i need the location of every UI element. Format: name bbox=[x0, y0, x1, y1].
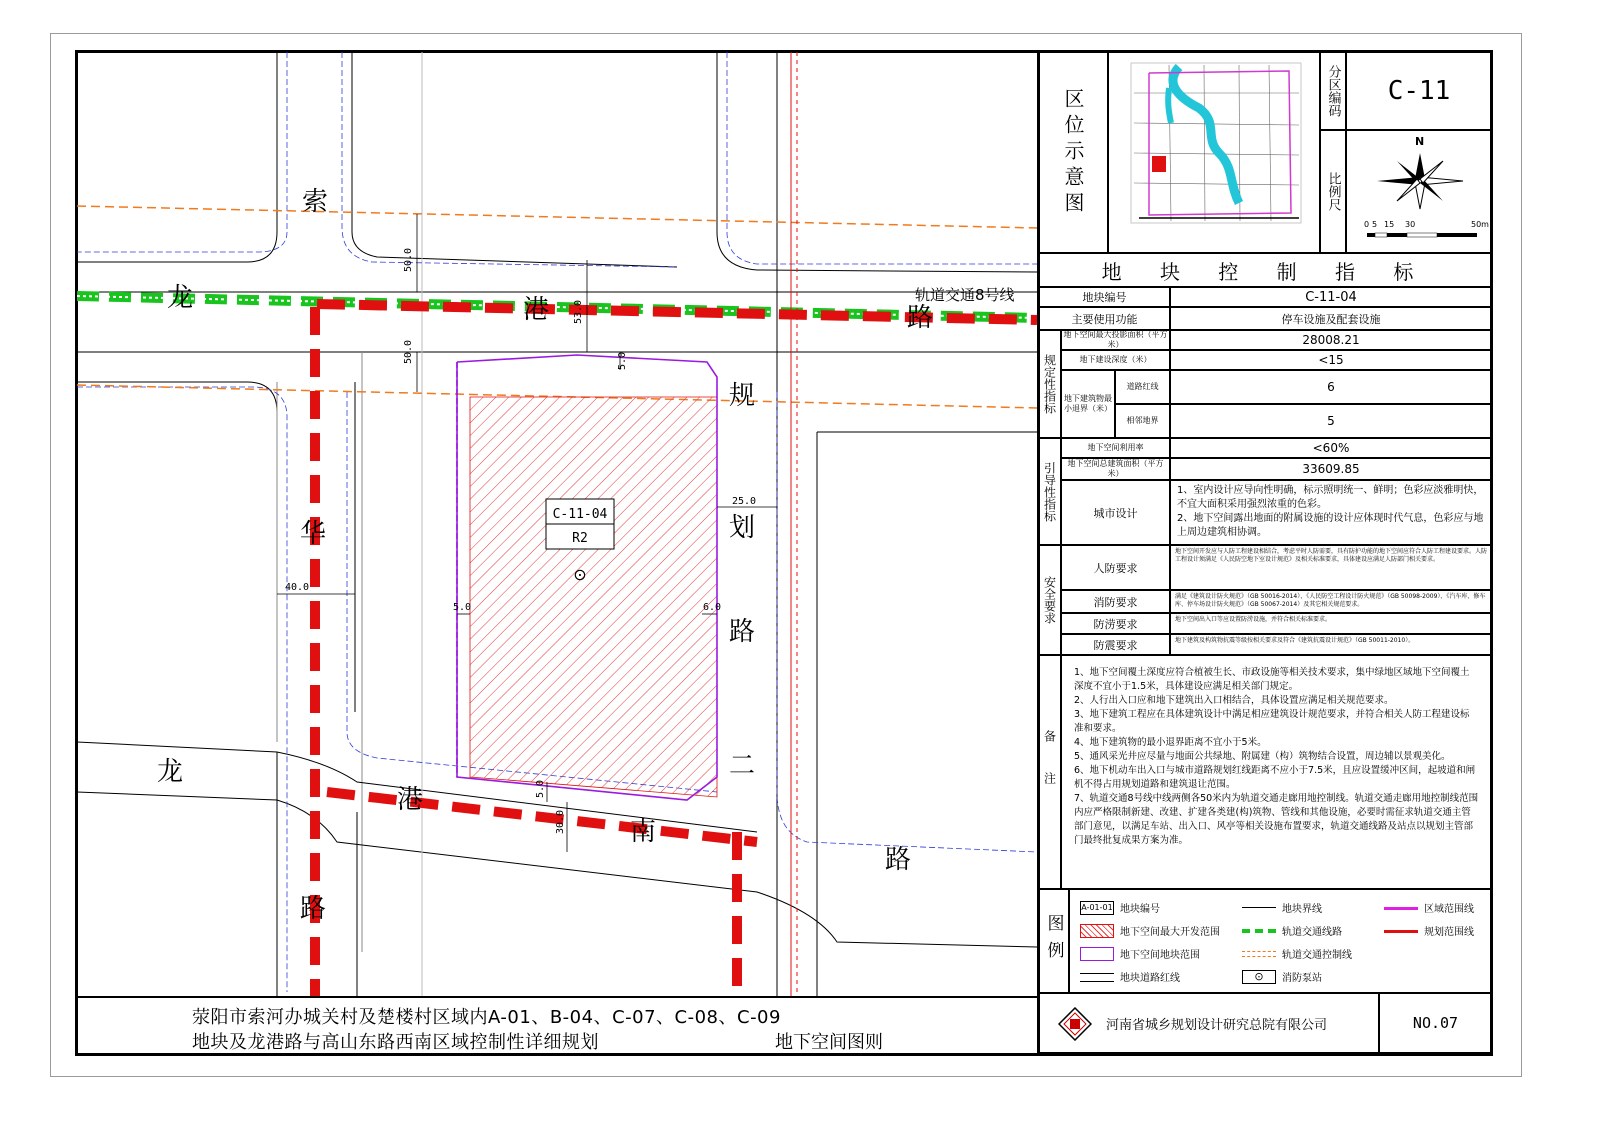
legend-text-2: 区域范围线 bbox=[1424, 904, 1474, 915]
legend-item-redline bbox=[1080, 969, 1180, 984]
road-label-guihua-2: 划 bbox=[729, 513, 756, 543]
road-label-suohua-2: 华 bbox=[300, 519, 327, 549]
use-label: 主要使用功能 bbox=[1039, 307, 1170, 330]
legend-sym-hatch bbox=[1080, 924, 1114, 938]
legend-item-railcontrol bbox=[1242, 946, 1352, 961]
flood-label: 防涝要求 bbox=[1061, 613, 1170, 634]
note-3: 3、地下建筑工程应在具体建筑设计中满足相应建筑设计规范要求，并符合相关人防工程建设标准和要求。 bbox=[1074, 709, 1470, 734]
map-area bbox=[77, 52, 1037, 996]
adjacent-value: 5 bbox=[1170, 404, 1492, 438]
road-label-guihua-4: 二 bbox=[729, 751, 756, 781]
scale-tick-30: 30 bbox=[1405, 220, 1416, 229]
legend-sym-redline bbox=[1080, 970, 1114, 984]
legend-item-maxdev bbox=[1080, 923, 1220, 938]
quake-label: 防震要求 bbox=[1061, 634, 1170, 655]
scale-label: 比例尺 bbox=[1320, 130, 1346, 253]
rail-label: 轨道交通8号线 bbox=[915, 286, 1015, 304]
rail-line-8 bbox=[77, 296, 1037, 318]
notes-box bbox=[1061, 655, 1492, 889]
company-name: 河南省城乡规划设计研究总院有限公司 bbox=[1106, 1018, 1328, 1033]
group-guide: 引导性指标 bbox=[1039, 438, 1061, 545]
group-safety: 安全要求 bbox=[1039, 545, 1061, 655]
legend-text-4: 轨道交通线路 bbox=[1282, 927, 1342, 938]
company-cell bbox=[1039, 993, 1379, 1053]
legend-label: 图例 bbox=[1039, 889, 1069, 993]
scale-tick-50: 50m bbox=[1471, 220, 1489, 229]
fire-text: 满足《建筑设计防火规范》（GB 50016-2014）、《人民防空工程设计防火规范》（GB 50098-2009）、《汽车库、修车库、停车场设计防火规范》（GB 50067-2014）及其它相关规范要求。 bbox=[1170, 590, 1492, 613]
group-rule: 规定性指标 bbox=[1039, 330, 1061, 438]
urban-label: 城市设计 bbox=[1061, 480, 1170, 545]
legend-text-1: 地块界线 bbox=[1282, 904, 1322, 915]
urban-1: 1、室内设计应导向性明确，标示照明统一、鲜明；色彩应淡雅明快，不宜大面积采用强烈浓重的色彩。 bbox=[1177, 485, 1484, 510]
civil-label: 人防要求 bbox=[1061, 545, 1170, 590]
title-line-1: 荥阳市索河办城关村及楚楼村区域内A-01、B-04、C-07、C-08、C-09 bbox=[192, 1007, 781, 1028]
parcel-no-label: 地块编号 bbox=[1039, 287, 1170, 307]
map-svg bbox=[77, 52, 1037, 996]
note-7: 7、轨道交通8号线中线两侧各50米内为轨道交通走廊用地控制线。轨道交通走廊用地控制线范围内应严格限制新建、改建、扩建各类建(构)筑物、管线和其他设施，必要时需征求轨道交通主管部门意见，以满足车站、出入口、风亭等相关设施布置要求，轨道交通线路及站点以规划主管部门最终批复成果方案为准。 bbox=[1074, 793, 1479, 846]
max-dev-area bbox=[470, 397, 717, 797]
legend-text-5: 规划范围线 bbox=[1424, 927, 1474, 938]
adjacent-label: 相邻地界 bbox=[1115, 404, 1170, 438]
red-centerline-east bbox=[791, 52, 797, 996]
legend-sym-boundary bbox=[1242, 901, 1276, 915]
parcel-landuse: R2 bbox=[572, 531, 588, 546]
redline-label: 道路红线 bbox=[1115, 370, 1170, 404]
scale-tick-15: 15 bbox=[1384, 220, 1395, 229]
legend-item-pump bbox=[1242, 969, 1322, 984]
total-area-label: 地下空间总建筑面积（平方米） bbox=[1061, 458, 1170, 480]
ratio-value: <60% bbox=[1170, 438, 1492, 458]
legend-sym-railcontrol bbox=[1242, 947, 1276, 961]
depth-label: 地下建设深度（米） bbox=[1061, 350, 1170, 370]
dim-5a: 5.0 bbox=[617, 351, 628, 370]
legend-box bbox=[1069, 889, 1492, 993]
road-label-suohua-1: 索 bbox=[302, 187, 329, 217]
legend-text-0: 地块编号 bbox=[1120, 904, 1160, 915]
legend-item-ugparcel bbox=[1080, 946, 1200, 961]
dim-5b: 5.0 bbox=[453, 602, 472, 613]
setback-label: 地下建筑物最小退界（米） bbox=[1061, 370, 1115, 438]
legend-sym-code: A-01-01 bbox=[1080, 901, 1114, 915]
legend-item-boundary bbox=[1242, 900, 1322, 915]
legend-sym-pump: ⊙ bbox=[1242, 970, 1276, 984]
legend-text-9: 消防泵站 bbox=[1282, 973, 1322, 984]
urban-2: 2、地下空间露出地面的附属设施的设计应体现时代气息，色彩应与地上周边建筑相协调。 bbox=[1177, 513, 1484, 538]
scale-box bbox=[1346, 130, 1492, 253]
dim-6: 6.0 bbox=[703, 602, 722, 613]
road-label-longgang-1: 龙 bbox=[167, 283, 194, 313]
sheet-number: NO.07 bbox=[1379, 993, 1492, 1053]
urban-text bbox=[1170, 480, 1492, 545]
road-label-guihua-1: 规 bbox=[729, 381, 756, 411]
notes-label: 备注 bbox=[1039, 655, 1061, 889]
use-value: 停车设施及配套设施 bbox=[1170, 307, 1492, 330]
civil-text: 地下空间开发应与人防工程建设相结合，考虑平时人防需要，具有防护功能的地下空间应符合人防工程建设要求。人防工程设计须满足《人民防空地下室设计规范》及相关标准要求，具体建设应满足人防部门相关要求。 bbox=[1170, 545, 1492, 590]
legend-item-zone bbox=[1384, 900, 1474, 915]
pump-station-icon: ⊙ bbox=[573, 565, 587, 584]
note-6: 6、地下机动车出入口与城市道路规划红线距离不应小于7.5米，且应设置缓冲区间，起坡道和闸机不得占用规划道路和建筑退让范围。 bbox=[1074, 765, 1476, 790]
dim-30: 30.0 bbox=[555, 809, 566, 834]
legend-sym-zone bbox=[1384, 901, 1418, 915]
compass-icon bbox=[1347, 131, 1493, 254]
note-2: 2、人行出入口应和地下建筑出入口相结合，具体设置应满足相关规范要求。 bbox=[1074, 695, 1394, 706]
road-label-lgnan-3: 南 bbox=[630, 817, 657, 847]
road-label-lgnan-1: 龙 bbox=[157, 757, 184, 787]
zone-label: 分区编码 bbox=[1320, 52, 1346, 130]
dim-53: 53.0 bbox=[573, 299, 584, 324]
road-label-lgnan-4: 路 bbox=[885, 845, 912, 875]
legend-text-7: 轨道交通控制线 bbox=[1282, 950, 1352, 961]
company-logo-icon bbox=[1058, 1007, 1092, 1041]
legend-sym-plan bbox=[1384, 924, 1418, 938]
dim-25: 25.0 bbox=[732, 496, 757, 507]
scale-tick-0: 0 bbox=[1364, 220, 1370, 229]
road-label-lgnan-2: 港 bbox=[397, 785, 424, 815]
fire-label: 消防要求 bbox=[1061, 590, 1170, 613]
north-label: N bbox=[1415, 135, 1425, 148]
legend-item-rail bbox=[1242, 923, 1342, 938]
title-line-2b: 地下空间图则 bbox=[775, 1032, 883, 1053]
dim-50a: 50.0 bbox=[403, 247, 414, 272]
legend-sym-rail bbox=[1242, 924, 1276, 938]
max-area-label: 地下空间最大投影面积（平方米） bbox=[1061, 330, 1170, 350]
road-label-longgang-3: 路 bbox=[907, 303, 934, 333]
dim-5c: 5.0 bbox=[535, 779, 546, 798]
road-label-guihua-3: 路 bbox=[729, 617, 756, 647]
depth-value: <15 bbox=[1170, 350, 1492, 370]
title-block bbox=[77, 996, 1037, 1055]
legend-item-plan bbox=[1384, 923, 1474, 938]
legend-text-8: 地块道路红线 bbox=[1120, 973, 1180, 984]
note-1: 1、地下空间覆土深度应符合植被生长、市政设施等相关技术要求，集中绿地区域地下空间覆土深度不宜小于1.5米，具体建设应满足相关部门规定。 bbox=[1074, 667, 1470, 692]
zone-code: C-11 bbox=[1346, 52, 1492, 130]
legend-item-parcel-code bbox=[1080, 900, 1160, 915]
scale-tick-5: 5 bbox=[1372, 220, 1378, 229]
note-5: 5、通风采光井应尽量与地面公共绿地、附属建（构）筑物结合设置，周边辅以景观美化。 bbox=[1074, 751, 1451, 762]
parcel-no-value: C-11-04 bbox=[1170, 287, 1492, 307]
legend-text-6: 地下空间地块范围 bbox=[1120, 950, 1200, 961]
max-area-value: 28008.21 bbox=[1170, 330, 1492, 350]
title-line-2: 地块及龙港路与高山东路西南区域控制性详细规划 bbox=[192, 1032, 599, 1053]
note-4: 4、地下建筑物的最小退界距离不宜小于5米。 bbox=[1074, 737, 1267, 748]
legend-sym-ugparcel bbox=[1080, 947, 1114, 961]
legend-text-3: 地下空间最大开发范围 bbox=[1120, 927, 1220, 938]
dim-50b: 50.0 bbox=[403, 339, 414, 364]
dim-40: 40.0 bbox=[285, 582, 310, 593]
control-panel bbox=[1037, 52, 1492, 1053]
road-label-longgang-2: 港 bbox=[523, 295, 550, 325]
control-title: 地 块 控 制 指 标 bbox=[1039, 253, 1492, 287]
locator-svg bbox=[1109, 53, 1320, 253]
locator-map bbox=[1108, 52, 1320, 253]
parcel-code: C-11-04 bbox=[552, 507, 608, 522]
locator-title: 区位示意图 bbox=[1039, 52, 1108, 253]
quake-text: 地下建筑及构筑物抗震等级按相关要求及符合《建筑抗震设计规范》（GB 50011-2010）。 bbox=[1170, 634, 1492, 655]
flood-text: 地下空间出入口等应设置防涝设施，并符合相关标准要求。 bbox=[1170, 613, 1492, 634]
ratio-label: 地下空间利用率 bbox=[1061, 438, 1170, 458]
road-label-suohua-3: 路 bbox=[300, 894, 327, 924]
total-area-value: 33609.85 bbox=[1170, 458, 1492, 480]
redline-value: 6 bbox=[1170, 370, 1492, 404]
